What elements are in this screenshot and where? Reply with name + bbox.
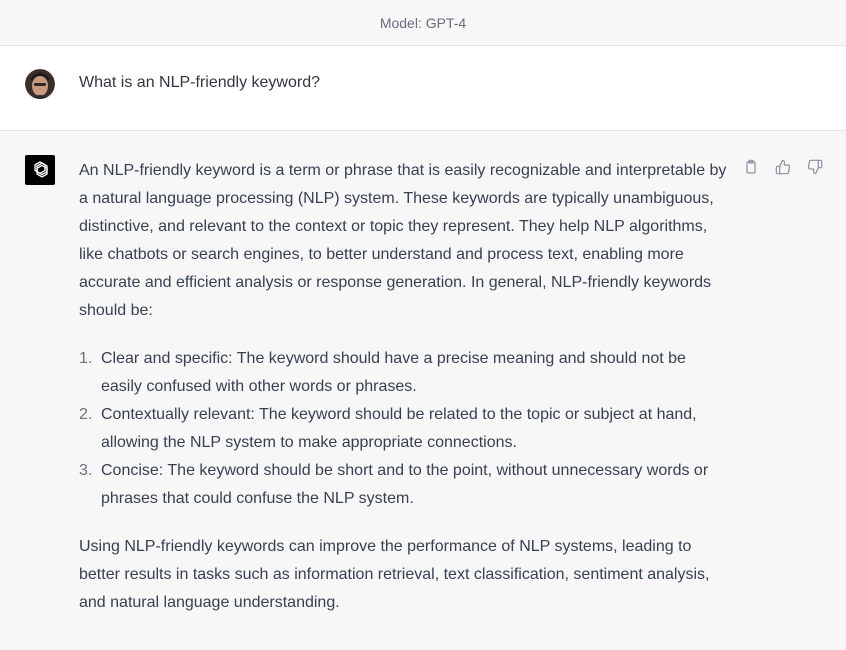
list-item-text: Concise: The keyword should be short and to the point, without unnecessary words or phrases that could confuse the NLP system.: [101, 462, 709, 507]
list-item-text: Contextually relevant: The keyword should be related to the topic or subject at hand, allowing the NLP system to make appropriate connections.: [101, 406, 697, 451]
assistant-answer: [79, 157, 729, 617]
message-actions: [741, 157, 825, 177]
user-message-row: [0, 46, 846, 131]
clipboard-icon: [743, 159, 759, 175]
openai-logo-icon: [25, 155, 55, 185]
list-item: [79, 401, 729, 457]
user-avatar: [25, 69, 55, 99]
user-message-text: What is an NLP-friendly keyword?: [79, 74, 320, 91]
answer-intro: An NLP-friendly keyword is a term or phrase that is easily recognizable and interpretable by a natural language processing (NLP) system. These keywords are typically unambiguous, distinctive, and relevant to the context or topic they represent. They help NLP algorithms, like chatbots or search engines, to better understand and process text, enabling more accurate and efficient analysis or response generation. In general, NLP-friendly keywords should be:: [79, 162, 727, 319]
model-label: Model: GPT-4: [379, 14, 467, 31]
list-item: [79, 457, 729, 513]
assistant-message-row: [0, 131, 846, 650]
copy-button[interactable]: [741, 157, 761, 177]
list-item-text: Clear and specific: The keyword should have a precise meaning and should not be easily confused with other words or phrases.: [101, 350, 686, 395]
thumbs-up-button[interactable]: [773, 157, 793, 177]
answer-list: [79, 345, 729, 513]
thumbs-down-button[interactable]: [805, 157, 825, 177]
model-bar: [0, 0, 846, 46]
thumbs-up-icon: [775, 159, 791, 175]
answer-conclusion: Using NLP-friendly keywords can improve the performance of NLP systems, leading to better results in tasks such as information retrieval, text classification, sentiment analysis, and natural language understanding.: [79, 538, 710, 611]
thumbs-down-icon: [807, 159, 823, 175]
list-item-number: 3.: [79, 462, 93, 479]
list-item: [79, 345, 729, 401]
list-item-number: 2.: [79, 406, 93, 423]
list-item-number: 1.: [79, 350, 93, 367]
